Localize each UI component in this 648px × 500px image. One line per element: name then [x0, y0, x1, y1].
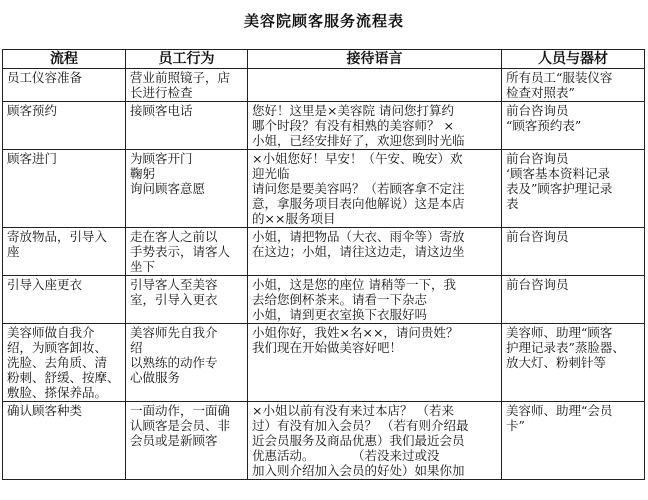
cell-process: 员工仪容准备	[3, 69, 126, 102]
page-title: 美容院顾客服务流程表	[243, 12, 404, 30]
table-row	[3, 69, 645, 102]
cell-process: 美容师做自我介 绍，为顾客卸妆、 洗脸、去角质、清 粉刺、舒缓、按摩、 敷脸、搽保养品。	[3, 324, 126, 402]
header-process: 流程	[3, 50, 126, 69]
cell-staff: 美容师、助理“顾客 护理记录表”蒸脸器、 放大灯、粉刺针等	[502, 324, 645, 402]
cell-process: 顾客预约	[3, 102, 126, 150]
cell-behavior: 走在客人之前以 手势表示，请客人 坐下	[126, 228, 248, 276]
cell-behavior: 营业前照镜子，店 长进行检查	[126, 69, 248, 102]
header-language: 接待语言	[248, 50, 502, 69]
cell-language: 小姐，请把物品（大衣、雨伞等）寄放 在这边；小姐，请往这边走，请这边坐	[248, 228, 502, 276]
cell-staff: 前台咨询员	[502, 228, 645, 276]
cell-behavior: 美容师先自我介 绍 以熟练的动作专 心做服务	[126, 324, 248, 402]
table-row	[3, 150, 645, 228]
cell-behavior: 引导客人至美容 室，引导入更衣	[126, 276, 248, 324]
cell-behavior: 为顾客开门 鞠躬 询问顾客意愿	[126, 150, 248, 228]
header-behavior: 员工行为	[126, 50, 248, 69]
cell-staff: 美容师、助理“会员 卡”	[502, 402, 645, 480]
cell-staff: 前台咨询员 “顾客预约表”	[502, 102, 645, 150]
cell-language: 小姐你好，我姓×名××，请问贵姓？ 我们现在开始做美容好吧！	[248, 324, 502, 402]
cell-behavior: 一面动作，一面确 认顾客是会员、非 会员或是新顾客	[126, 402, 248, 480]
cell-process: 寄放物品，引导入 座	[3, 228, 126, 276]
table-row	[3, 324, 645, 402]
cell-language: ×小姐您好！早安！（午安、晚安）欢 迎光临 请问您是要美容吗？（若顾客拿不定注 意，拿服务项目表向他解说）这是本店 的××服务项目	[248, 150, 502, 228]
cell-process: 顾客进门	[3, 150, 126, 228]
service-flow-table	[2, 49, 645, 480]
cell-behavior: 接顾客电话	[126, 102, 248, 150]
cell-language: 您好！这里是×美容院 请问您打算约 哪个时段？有没有相熟的美容师？ × 小姐，已经安排好了，欢迎您到时光临	[248, 102, 502, 150]
table-row	[3, 276, 645, 324]
header-staff: 人员与器材	[502, 50, 645, 69]
cell-process: 引导入座更衣	[3, 276, 126, 324]
cell-staff: 前台咨询员	[502, 276, 645, 324]
cell-staff: 前台咨询员 ‘顾客基本资料记录 表及”顾客护理记录 表	[502, 150, 645, 228]
table-header-row	[3, 50, 645, 69]
table-row	[3, 102, 645, 150]
cell-staff: 所有员工“服装仪容 检查对照表”	[502, 69, 645, 102]
cell-language: ×小姐以前有没有来过本店？ （若来 过）有没有加入会员？ （若有则介绍最 近会员服务及商品优惠）我们最近会员 优惠活动。 （若没来过或没 加入则介绍加入会员的好处）如果你加	[248, 402, 502, 480]
table-row	[3, 228, 645, 276]
cell-process: 确认顾客种类	[3, 402, 126, 480]
cell-language: 小姐，这是您的座位 请稍等一下，我 去给您倒杯茶来。请看一下杂志 小姐，请到更衣室换下衣服好吗	[248, 276, 502, 324]
table-row	[3, 402, 645, 480]
cell-language	[248, 69, 502, 102]
